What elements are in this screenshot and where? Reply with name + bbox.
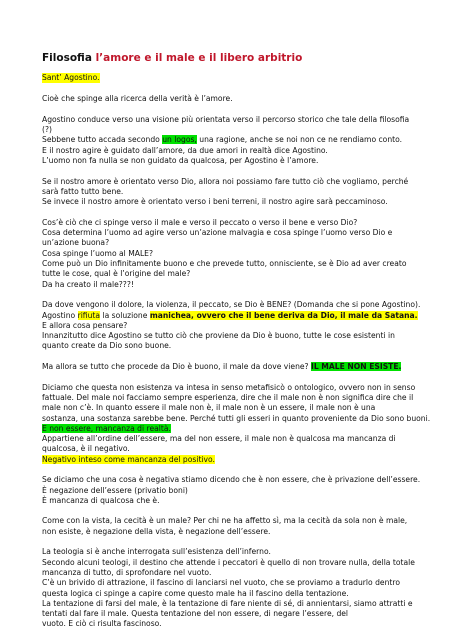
highlight-negativo: Negativo inteso come mancanza del positivo. [42,454,215,464]
paragraph-line: non esiste, è negazione della vista, è negazione dell’essere. [42,526,271,536]
question-line: Come può un Dio infinitamente buono e che prevede tutto, onnisciente, se è Dio ad aver creato [42,259,407,269]
paragraph-line: quanto create da Dio sono buone. [42,341,172,351]
title-topic: l’amore e il male e il libero arbitrio [95,52,303,64]
paragraph-line: Cioè che spinge alla ricerca della verità è l’amore. [42,94,233,104]
highlight-rifiuta: rifiuta [77,310,101,320]
paragraph-line: Agostino conduce verso una visione più orientata verso il percorso storico che tale della filosofia [42,114,410,124]
paragraph-line: Secondo alcuni teologi, il destino che attende i peccatori è quello di non trovare nulla, della totale [42,557,415,567]
paragraph-line: (?) [42,125,52,135]
text-span: Ma allora se tutto che procede da Dio è buono, il male da dove viene? [42,362,311,372]
question-line: tutte le cose, qual è l’origine del male? [42,269,191,279]
highlight-male-non-esiste: IL MALE NON ESISTE. [311,362,402,372]
question-line: Da ha creato il male???! [42,279,134,289]
paragraph-line: fattuale. Del male noi facciamo sempre esperienza, dire che il male non è non significa dire che il [42,392,414,402]
question-line: Cosa spinge l’uomo al MALE? [42,248,153,258]
paragraph-line: La teologia si è anche interrogata sull’esistenza dell’inferno. [42,547,271,557]
document-body [42,52,442,630]
document-title [42,52,442,65]
highlight-manichea: manichea, ovvero che il bene deriva da Dio, il male da Satana. [149,310,418,320]
paragraph-line: Se il nostro amore è orientato verso Dio, allora noi possiamo fare tutto ciò che vogliamo, perché [42,176,409,186]
paragraph-line: mancanza di tutto, di sprofondare nel vuoto. [42,567,212,577]
question-line: un’azione buona? [42,238,110,248]
title-subject: Filosofia [42,52,96,64]
paragraph-line: sarà fatto tutto bene. [42,186,124,196]
paragraph-line: questa logica ci spinge a capire come questo male ha il fascino della tentazione. [42,588,349,598]
text-span: Agostino [42,310,78,320]
question-line: Cos’è ciò che ci spinge verso il male e verso il peccato o verso il bene e verso Dio? [42,217,358,227]
paragraph-line: E il nostro agire è guidato dall’amore, da due amori in realtà dice Agostino. [42,145,328,155]
question-line: Cosa determina l’uomo ad agire verso un’azione malvagia e cosa spinge l’uomo verso Dio e [42,228,393,238]
paragraph-line: tentati dal fare il male. Questa tentazione del non essere, di negare l’essere, del [42,609,349,619]
paragraph-line [42,135,442,145]
paragraph-line [42,455,442,465]
highlight-logos: un logos, [162,135,197,145]
highlight-non-essere: E non essere, mancanza di realtà. [42,423,171,433]
paragraph-line: L’uomo non fa nulla se non guidato da qualcosa, per Agostino è l’amore. [42,156,319,166]
text-span: Sebbene tutto accada secondo [42,135,163,145]
paragraph-line: Appartiene all’ordine dell’essere, ma del non essere, il male non è qualcosa ma mancanza di [42,434,396,444]
paragraph-line [42,424,442,434]
paragraph-line: La tentazione di farsi del male, è la tentazione di fare niente di sé, di annientarsi, siamo attratti e [42,598,413,608]
paragraph-line: E allora cosa pensare? [42,320,128,330]
paragraph-line [42,362,442,372]
text-span: la soluzione [100,310,150,320]
paragraph-line: vuoto. E ciò ci risulta fascinoso. [42,619,162,629]
document-subtitle: Sant’ Agostino. [42,73,100,82]
paragraph-line: C’è un brivido di attrazione, il fascino di lanciarsi nel vuoto, che se proviamo a tradurlo dentro [42,578,400,588]
paragraph-line: È negazione dell’essere (privatio boni) [42,485,188,495]
paragraph-line: Se invece il nostro amore è orientato verso i beni terreni, il nostro agire sarà peccaminoso. [42,197,388,207]
paragraph-line: Innanzitutto dice Agostino se tutto ciò che proviene da Dio è buono, tutte le cose esistenti in [42,331,395,341]
paragraph-line: Da dove vengono il dolore, la violenza, il peccato, se Dio è BENE? (Domanda che si pone Agostino). [42,300,421,310]
paragraph-line [42,311,442,321]
paragraph-line: Come con la vista, la cecità è un male? Per chi ne ha affetto sì, ma la cecità da sola non è male, [42,516,408,526]
paragraph-line: Se diciamo che una cosa è negativa stiamo dicendo che è non essere, che è privazione dell’essere. [42,475,421,485]
paragraph-line: sostanza, una sostanza sarebbe bene. Perché tutti gli esseri in quanto proveniente da Dio sono buoni. [42,413,431,423]
paragraph-line: È mancanza di qualcosa che è. [42,495,160,505]
text-span: una ragione, anche se noi non ce ne rendiamo conto. [196,135,403,145]
paragraph-line: male non c’è. In quanto essere il male non è, il male non è un essere, il male non è una [42,403,376,413]
paragraph-line: qualcosa, è il negativo. [42,444,130,454]
paragraph-line: Diciamo che questa non esistenza va intesa in senso metafisicò o ontologico, ovvero non in senso [42,382,416,392]
